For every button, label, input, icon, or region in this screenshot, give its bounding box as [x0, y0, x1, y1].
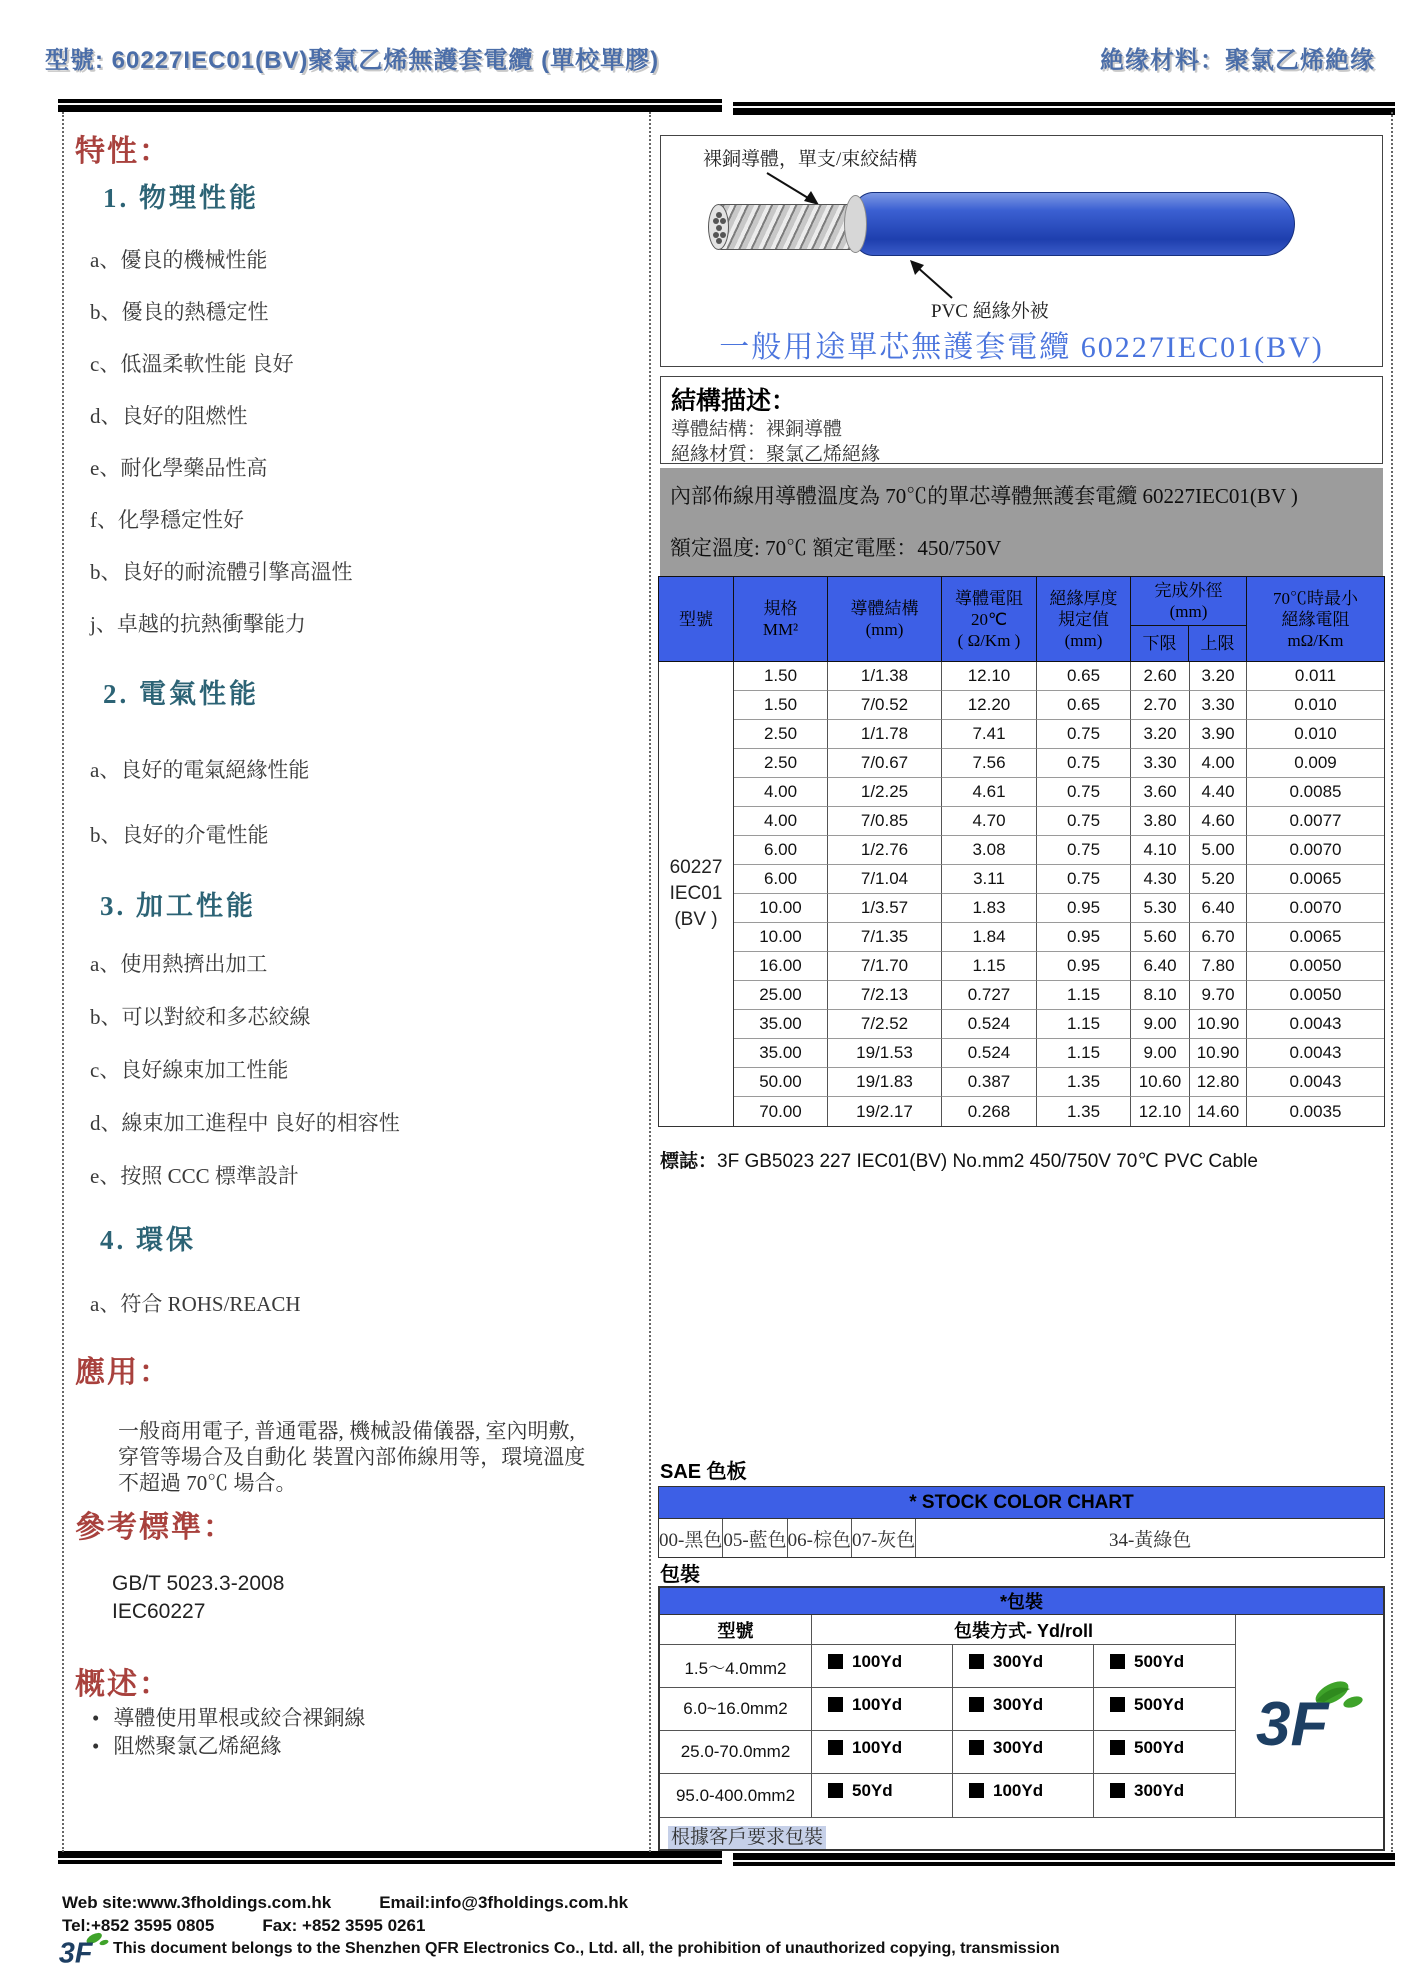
- filled-square-icon: [1110, 1740, 1125, 1755]
- cell-structure: 19/1.83: [828, 1068, 942, 1097]
- packaging-row: [660, 1731, 1235, 1774]
- cell-structure: 1/1.78: [828, 720, 942, 749]
- cell-spec: 50.00: [734, 1068, 828, 1097]
- cell-insulation-resistance: 0.0035: [1289, 1101, 1342, 1121]
- cell-thickness: 0.75: [1037, 778, 1131, 807]
- spec-table-header: [658, 576, 1385, 662]
- overview-item-text: 導體使用單根或絞合裸銅線: [113, 1706, 366, 1730]
- filled-square-icon: [969, 1783, 984, 1798]
- cell-spec: 35.00: [734, 1039, 828, 1068]
- packaging-note: 根據客戶要求包裝: [660, 1817, 1383, 1849]
- cell-thickness: 1.15: [1037, 981, 1131, 1010]
- cell-resistance: 4.61: [942, 778, 1037, 807]
- header-outer-diameter: [1131, 577, 1247, 661]
- packaging-option: 50Yd: [812, 1774, 953, 1817]
- cell-structure: 19/2.17: [828, 1097, 942, 1126]
- color-option: 00-黑色: [659, 1519, 723, 1557]
- application-title: 應用：: [75, 1356, 171, 1389]
- feature-item: f、化學穩定性好: [90, 508, 244, 532]
- cell-od-min: 3.30: [1131, 749, 1190, 778]
- cell-od-min: 4.30: [1131, 865, 1190, 894]
- packaging-model: 95.0-400.0mm2: [660, 1774, 812, 1817]
- overview-list: [92, 1702, 365, 1758]
- stock-color-cells: [659, 1519, 1384, 1557]
- packaging-label: 包裝: [660, 1564, 700, 1586]
- application-text: 一般商用電子, 普通電器, 機械設備儀器, 室內明敷, 穿管等場合及自動化 裝置內部佈線用等，環境溫度不超過 70℃ 場合。: [118, 1419, 586, 1495]
- packaging-option: 300Yd: [953, 1731, 1094, 1773]
- top-rule-left: [58, 99, 722, 112]
- cell-thickness: 0.95: [1037, 923, 1131, 952]
- filled-square-icon: [1110, 1697, 1125, 1712]
- cell-resistance: 1.84: [942, 923, 1037, 952]
- cell-spec: 10.00: [734, 894, 828, 923]
- cell-insulation-resistance: 0.011: [1247, 662, 1384, 691]
- footer-copyright-notice: This document belongs to the Shenzhen QFR Electronics Co., Ltd. all, the prohibition of unauthorized copying, transmission: [113, 1940, 1060, 1957]
- cell-od-max: 3.20: [1190, 662, 1247, 691]
- cell-spec: 2.50: [734, 720, 828, 749]
- table-row: [734, 662, 1384, 691]
- table-row: [734, 691, 1384, 720]
- spec-table-body: [658, 662, 1385, 1127]
- feature-item: d、線束加工進程中 良好的相容性: [90, 1111, 400, 1135]
- cell-od-max: 3.30: [1190, 691, 1247, 720]
- packaging-option: 300Yd: [1094, 1774, 1235, 1817]
- cell-structure: 7/1.04: [828, 865, 942, 894]
- bottom-rule-left: [58, 1851, 722, 1864]
- filled-square-icon: [969, 1697, 984, 1712]
- header-od-max: 上限: [1200, 633, 1235, 653]
- feature-item: b、良好的介電性能: [90, 823, 269, 847]
- cell-od-max: 4.00: [1190, 749, 1247, 778]
- cell-thickness: 0.75: [1037, 836, 1131, 865]
- cell-resistance: 3.08: [942, 836, 1037, 865]
- feature-item: b、優良的熱穩定性: [90, 300, 269, 324]
- rating-description: 內部佈線用導體溫度為 70℃的單芯導體無護套電纜 60227IEC01(BV ): [670, 484, 1298, 508]
- cell-od-max: 7.80: [1190, 952, 1247, 981]
- cell-thickness: 0.65: [1037, 691, 1131, 720]
- cell-insulation-resistance: 0.0065: [1247, 865, 1384, 894]
- cell-od-min: 9.00: [1131, 1039, 1190, 1068]
- packaging-model: 6.0~16.0mm2: [660, 1688, 812, 1730]
- packaging-option: 100Yd: [812, 1731, 953, 1773]
- cell-structure: 1/2.25: [828, 778, 942, 807]
- cell-insulation-resistance: 0.010: [1247, 720, 1384, 749]
- packaging-option: 500Yd: [1094, 1645, 1235, 1687]
- footer-tel: Tel:+852 3595 0805: [62, 1916, 215, 1935]
- cell-resistance: 0.268: [942, 1097, 1037, 1126]
- cell-resistance: 12.10: [942, 662, 1037, 691]
- cell-spec: 4.00: [734, 778, 828, 807]
- table-row: [734, 923, 1384, 952]
- header-od-min: 下限: [1131, 626, 1189, 661]
- cell-resistance: 12.20: [942, 691, 1037, 720]
- reference-item: IEC60227: [112, 1600, 206, 1623]
- feature-item: j、卓越的抗熱衝擊能力: [90, 612, 306, 636]
- cell-insulation-resistance: 0.0043: [1247, 1068, 1384, 1097]
- cell-insulation-resistance: 0.009: [1247, 749, 1384, 778]
- cell-od-max: 10.90: [1190, 1039, 1247, 1068]
- packaging-column-headers: [660, 1615, 1235, 1645]
- filled-square-icon: [1110, 1654, 1125, 1669]
- cell-resistance: 0.387: [942, 1068, 1037, 1097]
- footer-email: Email:info@3fholdings.com.hk: [379, 1893, 629, 1912]
- table-row: [734, 720, 1384, 749]
- cell-insulation-resistance: 0.0065: [1247, 923, 1384, 952]
- cell-spec: 25.00: [734, 981, 828, 1010]
- table-row: [734, 778, 1384, 807]
- center-column-border: [649, 112, 651, 1852]
- cell-structure: 7/1.35: [828, 923, 942, 952]
- bottom-rule-right: [733, 1853, 1395, 1866]
- reference-title: 參考標準：: [75, 1511, 235, 1544]
- cell-structure: 1/2.76: [828, 836, 942, 865]
- cell-od-min: 2.60: [1131, 662, 1190, 691]
- 3f-logo-small: [58, 1928, 110, 1970]
- footer-website: Web site:www.3fholdings.com.hk: [62, 1893, 332, 1912]
- table-row: [734, 952, 1384, 981]
- cell-spec: 1.50: [734, 662, 828, 691]
- cell-od-min: 8.10: [1131, 981, 1190, 1010]
- packaging-option: 300Yd: [953, 1688, 1094, 1730]
- header-spec: 規格 MM²: [734, 577, 828, 661]
- footer-contact-line2: [62, 1916, 425, 1936]
- header-structure: 導體結構 (mm): [828, 577, 942, 661]
- left-column-border: [62, 112, 64, 1852]
- packaging-row: [660, 1645, 1235, 1688]
- header-insulation-resistance: 70℃時最小 絕緣電阻 mΩ/Km: [1273, 588, 1358, 650]
- structure-line-conductor: 導體結構：裸銅導體: [671, 419, 843, 440]
- cell-structure: 7/0.85: [828, 807, 942, 836]
- top-rule-right: [733, 102, 1395, 115]
- cell-spec: 70.00: [734, 1097, 828, 1126]
- cell-insulation-resistance: 0.0050: [1247, 952, 1384, 981]
- packaging-option: 100Yd: [953, 1774, 1094, 1817]
- packaging-table: [658, 1586, 1385, 1851]
- table-row: [734, 749, 1384, 778]
- cell-thickness: 1.35: [1037, 1097, 1131, 1126]
- cell-od-max: 4.60: [1190, 807, 1247, 836]
- cell-od-min: 5.30: [1131, 894, 1190, 923]
- cell-resistance: 0.524: [942, 1039, 1037, 1068]
- group-heading-environment: 4. 環保: [100, 1225, 196, 1255]
- page-title-right: 絶缘材料：聚氯乙烯絶缘: [1100, 47, 1375, 74]
- cell-od-min: 5.60: [1131, 923, 1190, 952]
- cell-thickness: 1.15: [1037, 1039, 1131, 1068]
- feature-item: b、良好的耐流體引擎高溫性: [90, 560, 353, 584]
- cell-od-max: 14.60: [1190, 1097, 1247, 1126]
- cell-structure: 1/1.38: [828, 662, 942, 691]
- packaging-option: 500Yd: [1094, 1688, 1235, 1730]
- feature-item: a、良好的電氣絕緣性能: [90, 758, 310, 782]
- packaging-row: [660, 1688, 1235, 1731]
- cell-spec: 16.00: [734, 952, 828, 981]
- header-od-title: 完成外徑 (mm): [1131, 577, 1246, 626]
- cell-thickness: 0.75: [1037, 749, 1131, 778]
- cell-od-min: 9.00: [1131, 1010, 1190, 1039]
- cell-spec: 6.00: [734, 836, 828, 865]
- cell-structure: 7/2.52: [828, 1010, 942, 1039]
- cell-spec: 10.00: [734, 923, 828, 952]
- overview-title: 概述：: [75, 1668, 171, 1701]
- header-model: 型號: [659, 577, 734, 661]
- bullet-icon: •: [92, 1734, 100, 1758]
- packaging-table-header: *包裝: [660, 1588, 1383, 1615]
- pvc-insulation-body: [849, 192, 1295, 256]
- reference-list: [112, 1572, 284, 1628]
- packaging-option: 300Yd: [953, 1645, 1094, 1687]
- cell-od-max: 10.90: [1190, 1010, 1247, 1039]
- cell-resistance: 3.11: [942, 865, 1037, 894]
- stock-color-chart: [658, 1486, 1385, 1558]
- cell-resistance: 1.83: [942, 894, 1037, 923]
- cell-spec: 35.00: [734, 1010, 828, 1039]
- header-thickness: 絕緣厚度 規定值 (mm): [1037, 577, 1131, 661]
- cell-od-max: 6.70: [1190, 923, 1247, 952]
- feature-item: e、耐化學藥品性高: [90, 456, 268, 480]
- cell-structure: 1/3.57: [828, 894, 942, 923]
- group-heading-electrical: 2. 電氣性能: [103, 679, 259, 709]
- packaging-option: 500Yd: [1094, 1731, 1235, 1773]
- cell-resistance: 1.15: [942, 952, 1037, 981]
- feature-list-physical: [90, 244, 353, 660]
- cell-thickness: 0.95: [1037, 894, 1131, 923]
- cell-resistance: 0.727: [942, 981, 1037, 1010]
- cell-resistance: 7.56: [942, 749, 1037, 778]
- packaging-option: 100Yd: [812, 1688, 953, 1730]
- stock-color-chart-header: * STOCK COLOR CHART: [659, 1487, 1384, 1519]
- cell-structure: 7/2.13: [828, 981, 942, 1010]
- cell-insulation-resistance: 0.0070: [1247, 894, 1384, 923]
- table-row: [734, 1010, 1384, 1039]
- cell-insulation-resistance: 0.0050: [1247, 981, 1384, 1010]
- spec-table: [658, 576, 1385, 1127]
- feature-item: c、低溫柔軟性能 良好: [90, 352, 294, 376]
- cell-thickness: 0.75: [1037, 807, 1131, 836]
- cell-thickness: 0.75: [1037, 865, 1131, 894]
- footer-fax: Fax: +852 3595 0261: [262, 1916, 426, 1935]
- marking-text: 3F GB5023 227 IEC01(BV) No.mm2 450/750V 70℃ PVC Cable: [717, 1151, 1258, 1172]
- cell-insulation-resistance: 0.0077: [1247, 807, 1384, 836]
- cell-resistance: 4.70: [942, 807, 1037, 836]
- cell-od-max: 3.90: [1190, 720, 1247, 749]
- cell-spec: 1.50: [734, 691, 828, 720]
- insulation-cross-section-ring: [844, 195, 867, 253]
- header-resistance: 導體電阻 20℃ ( Ω/Km ): [942, 577, 1037, 661]
- cell-od-max: 5.20: [1190, 865, 1247, 894]
- cell-spec: 2.50: [734, 749, 828, 778]
- filled-square-icon: [969, 1740, 984, 1755]
- table-row: [734, 1068, 1384, 1097]
- color-option: 05-藍色: [723, 1519, 787, 1557]
- feature-item: d、良好的阻燃性: [90, 404, 248, 428]
- structure-line-insulation: 絕緣材質：聚氯乙烯絕緣: [671, 444, 881, 465]
- conductor-label: 裸銅導體，單支/束絞結構: [703, 149, 918, 170]
- cell-od-max: 4.40: [1190, 778, 1247, 807]
- filled-square-icon: [1110, 1783, 1125, 1798]
- cell-structure: 7/0.67: [828, 749, 942, 778]
- cell-structure: 7/1.70: [828, 952, 942, 981]
- cell-structure: 7/0.52: [828, 691, 942, 720]
- cell-od-max: 5.00: [1190, 836, 1247, 865]
- feature-item: a、優良的機械性能: [90, 248, 268, 272]
- cell-insulation-resistance: 0.0043: [1247, 1010, 1384, 1039]
- cell-thickness: 0.75: [1037, 720, 1131, 749]
- structure-description-box: [660, 376, 1383, 464]
- cell-thickness: 0.95: [1037, 952, 1131, 981]
- packaging-col-model: 型號: [660, 1615, 812, 1644]
- feature-list-environment: [90, 1288, 301, 1348]
- footer-contact-line1: [62, 1893, 628, 1913]
- cell-resistance: 7.41: [942, 720, 1037, 749]
- cell-insulation-resistance: 0.0085: [1247, 778, 1384, 807]
- table-row: [734, 894, 1384, 923]
- filled-square-icon: [828, 1654, 843, 1669]
- cell-resistance: 0.524: [942, 1010, 1037, 1039]
- cell-insulation-resistance: 0.0043: [1247, 1039, 1384, 1068]
- packaging-option: 100Yd: [812, 1645, 953, 1687]
- packaging-rows: [660, 1645, 1235, 1817]
- cell-od-min: 2.70: [1131, 691, 1190, 720]
- cell-od-min: 10.60: [1131, 1068, 1190, 1097]
- cell-od-min: 4.10: [1131, 836, 1190, 865]
- conductor-strands-cross-section: [708, 204, 729, 250]
- packaging-col-method: 包裝方式- Yd/roll: [954, 1620, 1093, 1641]
- feature-item: a、使用熱擠出加工: [90, 952, 268, 976]
- table-row: [734, 1097, 1384, 1126]
- group-heading-physical: 1. 物理性能: [103, 183, 259, 213]
- cell-od-max: 9.70: [1190, 981, 1247, 1010]
- sae-color-chart-label: SAE 色板: [660, 1461, 747, 1483]
- feature-item: b、可以對絞和多芯絞線: [90, 1005, 311, 1029]
- rating-values: 額定溫度: 70℃ 額定電壓：450/750V: [670, 536, 1002, 560]
- features-title: 特性：: [75, 135, 171, 168]
- cell-od-max: 12.80: [1190, 1068, 1247, 1097]
- svg-text:3F: 3F: [1255, 1690, 1328, 1757]
- overview-item-text: 阻燃聚氯乙烯絕緣: [113, 1734, 282, 1758]
- cell-od-min: 3.60: [1131, 778, 1190, 807]
- filled-square-icon: [828, 1783, 843, 1798]
- table-row: [734, 865, 1384, 894]
- cell-od-min: 6.40: [1131, 952, 1190, 981]
- cell-od-min: 3.80: [1131, 807, 1190, 836]
- cell-od-min: 12.10: [1131, 1097, 1190, 1126]
- marking-line: [660, 1146, 1258, 1173]
- color-option: 06-棕色: [788, 1519, 852, 1557]
- right-column-border: [1391, 112, 1393, 1852]
- cell-od-min: 3.20: [1131, 720, 1190, 749]
- feature-list-processing: [90, 948, 400, 1213]
- diagram-caption: 一般用途單芯無護套電纜 60227IEC01(BV): [719, 331, 1324, 364]
- rating-panel: [660, 468, 1383, 576]
- filled-square-icon: [828, 1740, 843, 1755]
- color-option: 34-黃綠色: [1108, 1529, 1192, 1551]
- structure-title: 結構描述：: [671, 388, 797, 415]
- svg-text:3F: 3F: [58, 1937, 93, 1970]
- cell-thickness: 1.15: [1037, 1010, 1131, 1039]
- bullet-icon: •: [92, 1706, 100, 1730]
- page-title-left: 型號: 60227IEC01(BV)聚氯乙烯無護套電纜 (單校單膠): [45, 47, 660, 74]
- cell-insulation-resistance: 0.0070: [1247, 836, 1384, 865]
- header-od-limits: [1131, 626, 1246, 661]
- cable-diagram: [660, 135, 1383, 367]
- group-heading-processing: 3. 加工性能: [100, 891, 256, 921]
- packaging-row: [660, 1774, 1235, 1817]
- overview-item: [92, 1730, 365, 1758]
- feature-item: e、按照 CCC 標準設計: [90, 1164, 299, 1188]
- packaging-model: 25.0-70.0mm2: [660, 1731, 812, 1773]
- 3f-logo: [1254, 1675, 1366, 1757]
- feature-list-electrical: [90, 754, 309, 884]
- marking-label: 標誌：: [660, 1151, 718, 1172]
- company-logo: [1235, 1615, 1383, 1817]
- cell-spec: 4.00: [734, 807, 828, 836]
- model-cell: 60227 IEC01 (BV ): [659, 662, 734, 1126]
- cell-insulation-resistance: 0.010: [1247, 691, 1384, 720]
- table-row: [734, 1039, 1384, 1068]
- table-row: [734, 807, 1384, 836]
- spec-rows: [734, 662, 1384, 1126]
- color-option: 07-灰色: [852, 1519, 916, 1557]
- cell-od-max: 6.40: [1190, 894, 1247, 923]
- feature-item: a、符合 ROHS/REACH: [90, 1292, 301, 1316]
- table-row: [734, 836, 1384, 865]
- cell-spec: 6.00: [734, 865, 828, 894]
- feature-item: c、良好線束加工性能: [90, 1058, 289, 1082]
- overview-item: [92, 1702, 365, 1730]
- cell-thickness: 0.65: [1037, 662, 1131, 691]
- cell-thickness: 1.35: [1037, 1068, 1131, 1097]
- reference-item: GB/T 5023.3-2008: [112, 1572, 285, 1595]
- filled-square-icon: [828, 1697, 843, 1712]
- filled-square-icon: [969, 1654, 984, 1669]
- table-row: [734, 981, 1384, 1010]
- packaging-model: 1.5～4.0mm2: [660, 1645, 812, 1687]
- insulation-label: PVC 絕緣外被: [931, 301, 1049, 322]
- cell-structure: 19/1.53: [828, 1039, 942, 1068]
